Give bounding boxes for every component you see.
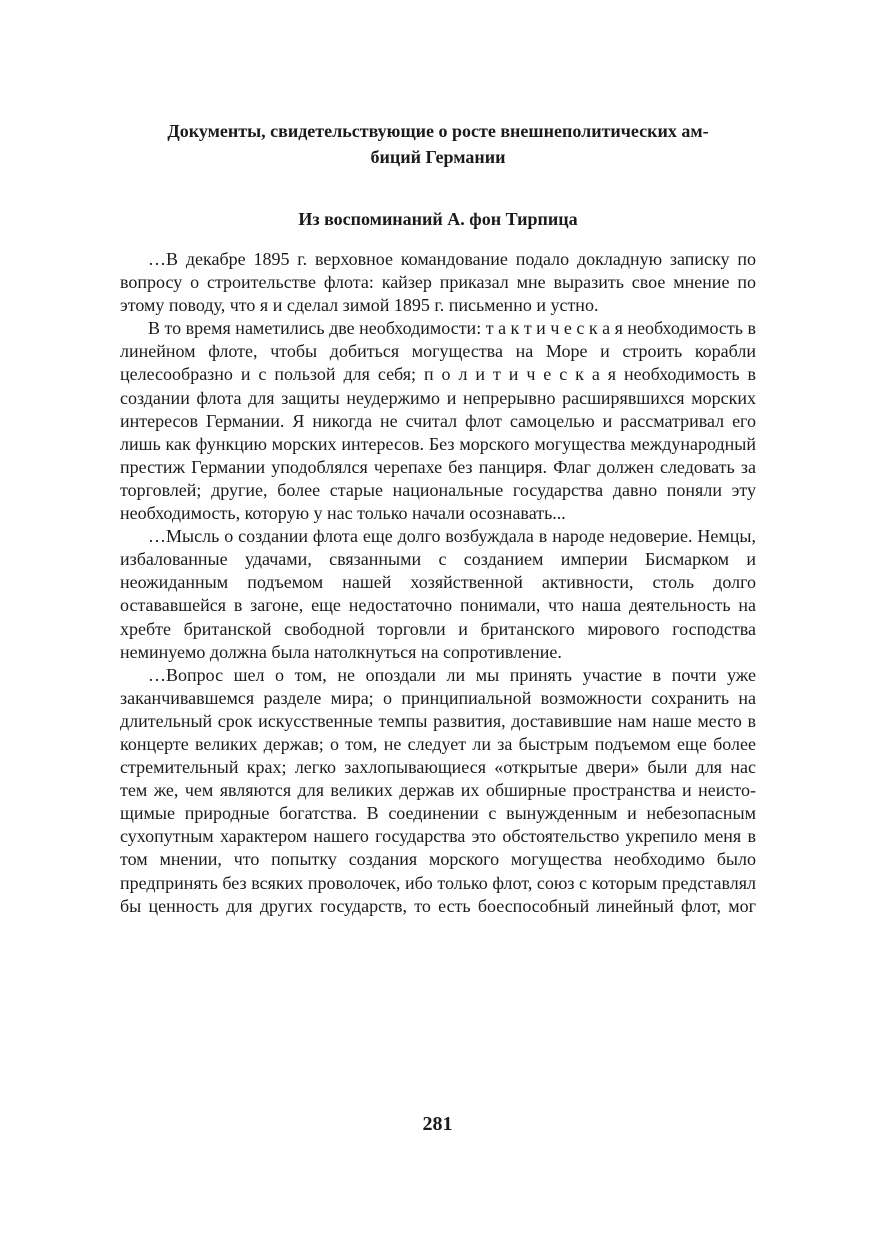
- paragraph-3: …Мысль о создании флота еще долго возбуждала в народе недоверие. Немцы, избалованные удачами, связанными с созданием империи Бисмарком и неожиданным подъемом нашей хозяйственной активности, столь долго остававшейся в загоне, еще недостаточно понимали, что наша деятельность на хребте британской свободной торговли и британского мирового господства неминуемо должна была натолкнуться на сопротивление.: [120, 526, 756, 662]
- paragraph-4: …Вопрос шел о том, не опоздали ли мы принять участие в почти уже заканчивавшемся разделе мира; о принципиальной возможности сохранить на длительный срок искусственные темпы развития, доставившие нам наше место в концерте великих держав; о том, не следует ли за быстрым подъемом еще более стремительный крах; легко захлопывающиеся «открытые двери» были для нас тем же, чем являются для великих держав их обширные пространства и неистощимые природные богатства. В соединении с вынужденным и небезопасным сухопутным характером нашего государства это обстоятельство укрепило меня в том мнении, что попытку создания морского могущества необходимо было предпринять без всяких проволочек, ибо только флот, союз с которым представлял бы ценность для других государств, то есть боеспособный линейный флот, мог: [120, 664, 756, 916]
- paragraph-2: В то время наметились две необходимости: т а к т и ч е с к а я необходимость в линейном флоте, чтобы добиться могущества на Море и строить корабли целесообразно и с пользой для себя; п о л и т и ч е с к а я необходимость в создании флота для защиты неудержимо и непрерывно расширявшихся морских интересов Германии. Я никогда не считал флот самоцелью и рассматривал его лишь как функцию морских интересов. Без морского могущества международный престиж Германии уподоблялся черепахе без панциря. Флаг должен следовать за торговлей; другие, более старые национальные государства давно поняли эту необходимость, которую у нас только начали осознавать...: [120, 318, 756, 524]
- document-title: [120, 118, 756, 170]
- document-page: [120, 118, 756, 918]
- paragraph-1: …В декабре 1895 г. верховное командование подало докладную записку по вопросу о строительстве флота: кайзер приказал мне выразить свое мнение по этому поводу, что я и сделал зимой 1895 г. письменно и устно.: [120, 249, 756, 316]
- document-title-line-2: биций Германии: [370, 147, 506, 167]
- document-subtitle: Из воспоминаний А. фон Тирпица: [298, 209, 578, 229]
- page-number: 281: [422, 1113, 453, 1135]
- document-title-line-1: Документы, свидетельствующие о росте внешнеполитических ам-: [167, 121, 709, 141]
